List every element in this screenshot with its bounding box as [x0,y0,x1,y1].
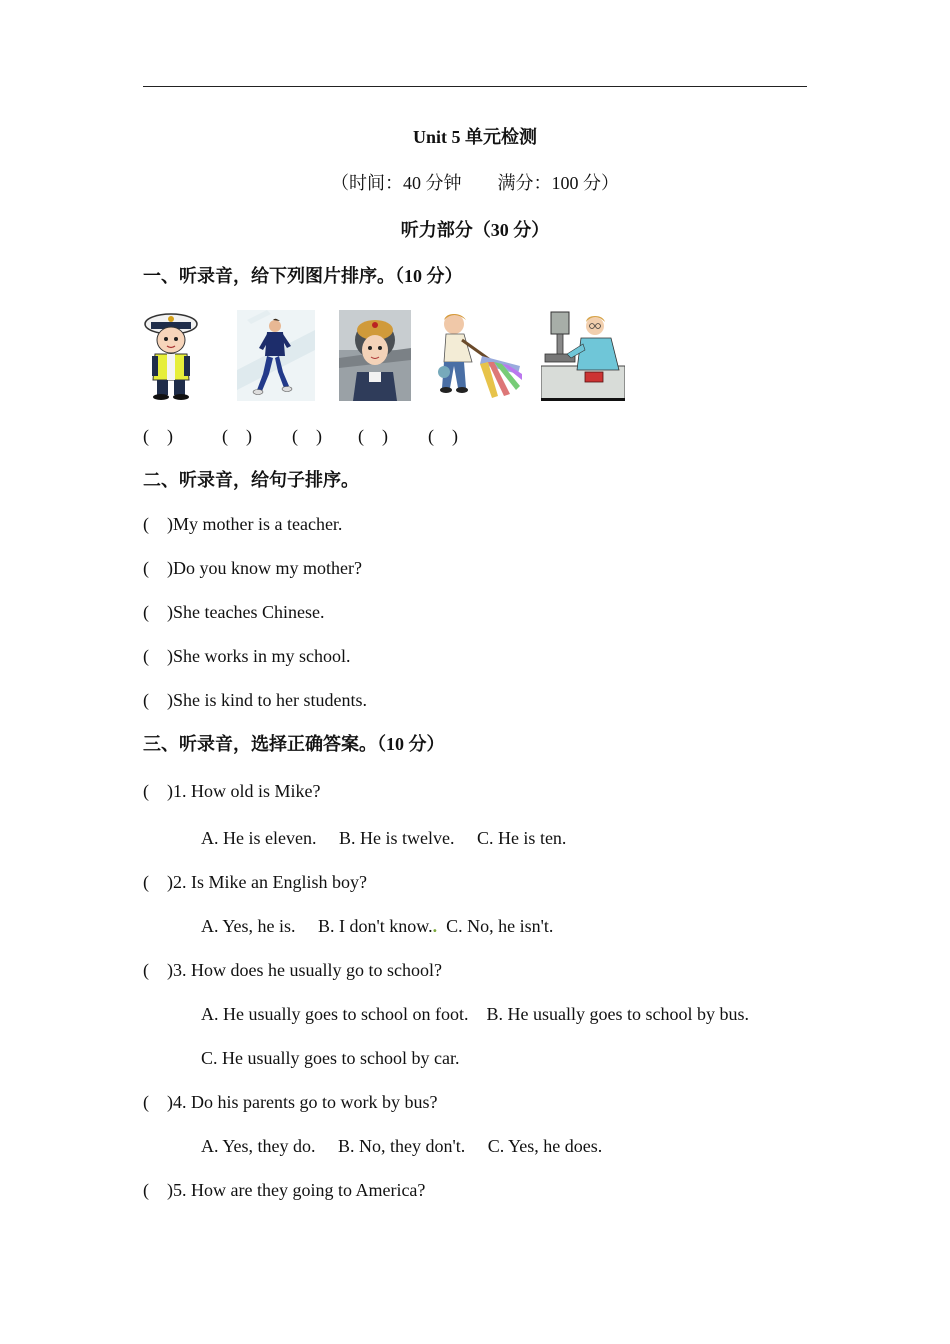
question-3-options-line1: A. He usually goes to school on foot. B. He usually goes to school by bus. [201,1004,749,1024]
pilot-picture [339,310,411,401]
question-1-options: A. He is eleven. B. He is twelve. C. He is ten. [201,828,567,848]
picture-blank[interactable]: ( ) [428,426,458,446]
question-2-option-c: C. No, he isn't. [446,916,554,936]
sentence-item: ( )My mother is a teacher. [143,514,343,534]
picture-blank[interactable]: ( ) [222,426,252,446]
part-heading: 听力部分（30 分） [400,220,550,240]
picture-blank[interactable]: ( ) [358,426,388,446]
question-4: ( )4. Do his parents go to work by bus? [143,1092,438,1112]
sentence-item: ( )She teaches Chinese. [143,602,325,622]
sentence-item: ( )She is kind to her students. [143,690,367,710]
question-5: ( )5. How are they going to America? [143,1180,426,1200]
picture-blank[interactable]: ( ) [292,426,322,446]
sentence-item: ( )Do you know my mother? [143,558,362,578]
cleaner-picture [432,310,522,401]
sentence-item: ( )She works in my school. [143,646,351,666]
section1-heading: 一、听录音，给下列图片排序。（10 分） [143,266,463,286]
question-2: ( )2. Is Mike an English boy? [143,872,367,892]
question-1: ( )1. How old is Mike? [143,781,321,801]
exam-meta: （时间：40 分钟 满分：100 分） [331,173,619,193]
question-3-options-line2: C. He usually goes to school by car. [201,1048,460,1068]
runner-picture [237,310,315,401]
dot-mark: . [432,916,438,936]
question-2-options-ab: A. Yes, he is. B. I don't know. [201,916,433,936]
section2-heading: 二、听录音，给句子排序。 [143,470,359,490]
picture-blank[interactable]: ( ) [143,426,173,446]
scientist-picture [541,310,625,401]
question-2-options [201,915,553,937]
question-4-options: A. Yes, they do. B. No, they don't. C. Yes, he does. [201,1136,603,1156]
question-3: ( )3. How does he usually go to school? [143,960,442,980]
police-officer-picture [143,310,199,401]
header-rule [143,86,807,87]
page-title: Unit 5 单元检测 [412,127,537,147]
section3-heading: 三、听录音，选择正确答案。（10 分） [143,734,445,754]
